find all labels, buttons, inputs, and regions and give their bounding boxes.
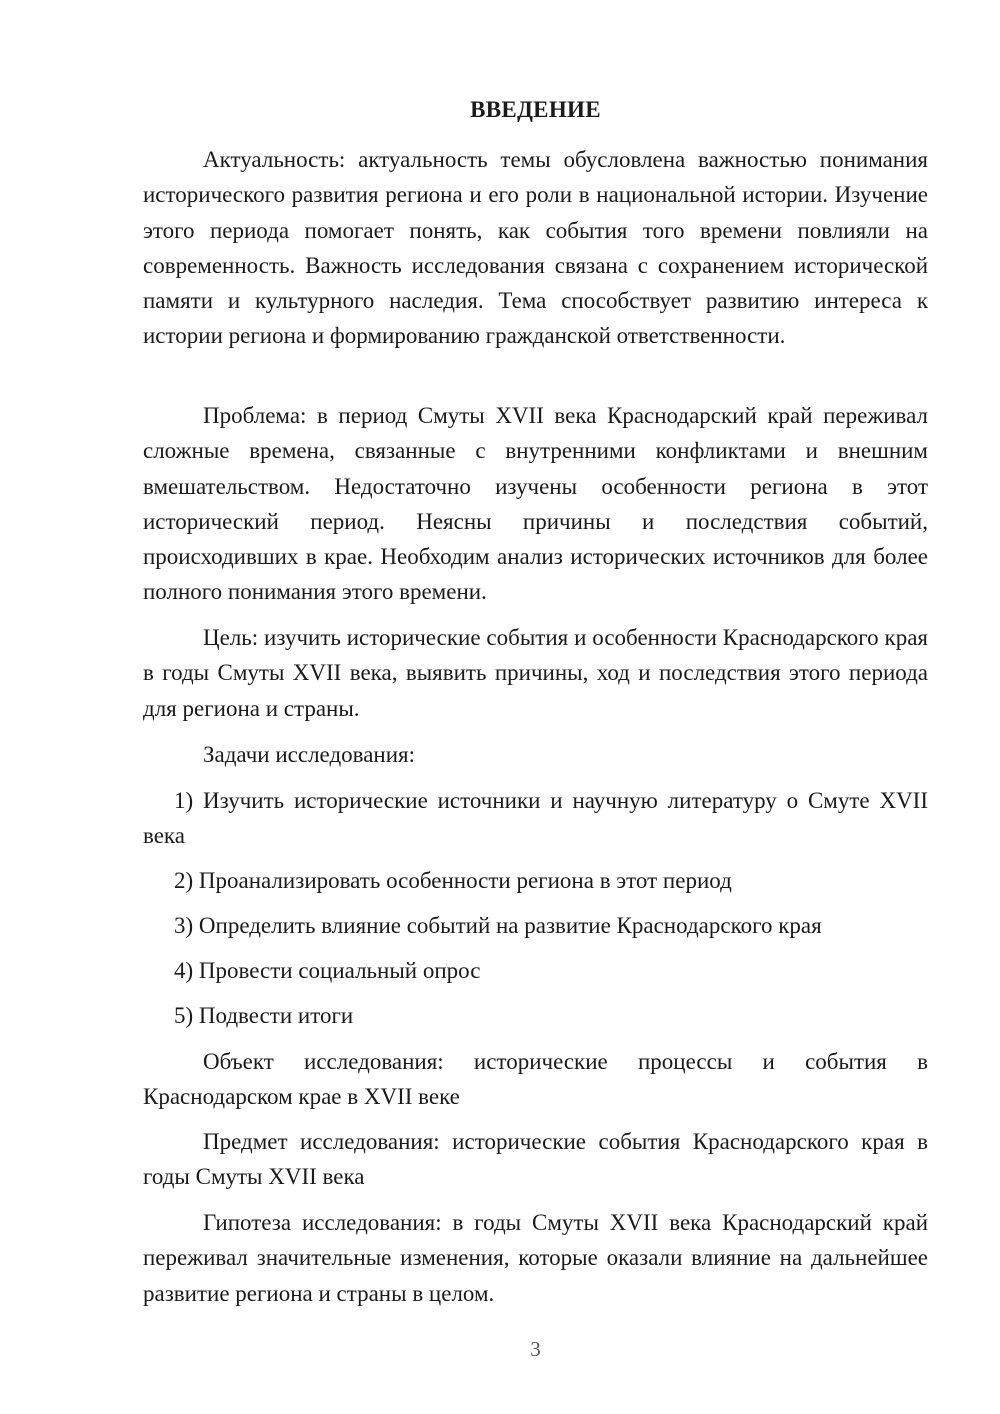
task-item-4: 4) Провести социальный опрос <box>174 958 481 983</box>
paragraph-relevance: Актуальность: актуальность темы обусловлена важностью понимания исторического развития региона и его роли в национальной истории. Изучение этого периода помогает понять, как события того времени повлияли на современность. Важность исследования связана с сохранением исторической памяти и культурного наследия. Тема способствует развитию интереса к истории региона и формированию гражданской ответственности. <box>143 147 928 349</box>
paragraph-goal: Цель: изучить исторические события и особенности Краснодарского края в годы Смуты XVII века, выявить причины, ход и последствия этого периода для региона и страны. <box>143 625 928 721</box>
paragraph-object: Объект исследования: исторические процессы и события в Краснодарском крае в XVII веке <box>143 1049 928 1110</box>
paragraph-hypothesis: Гипотеза исследования: в годы Смуты XVII века Краснодарский край переживал значительные изменения, которые оказали влияние на дальнейшее развитие региона и страны в целом. <box>143 1210 928 1306</box>
task-item-5: 5) Подвести итоги <box>174 1003 354 1028</box>
paragraph-problem: Проблема: в период Смуты XVII века Краснодарский край переживал сложные времена, связанные с внутренними конфликтами и внешним вмешательством. Недостаточно изучены особенности региона в этот исторический период. Неясны причины и последствия событий, происходивших в крае. Необходим анализ исторических источников для более полного понимания этого времени. <box>143 403 928 605</box>
page-number: 3 <box>530 1337 541 1361</box>
task-item-2: 2) Проанализировать особенности региона в этот период <box>174 868 732 893</box>
document-page <box>143 0 928 1414</box>
task-item-1: 1) Изучить исторические источники и научную литературу о Смуте XVII века <box>143 788 928 849</box>
paragraph-subject: Предмет исследования: исторические события Краснодарского края в годы Смуты XVII века <box>143 1129 928 1190</box>
tasks-title: Задачи исследования: <box>203 742 416 767</box>
task-item-3: 3) Определить влияние событий на развитие Краснодарского края <box>174 913 822 938</box>
page-title: ВВЕДЕНИЕ <box>470 97 601 122</box>
